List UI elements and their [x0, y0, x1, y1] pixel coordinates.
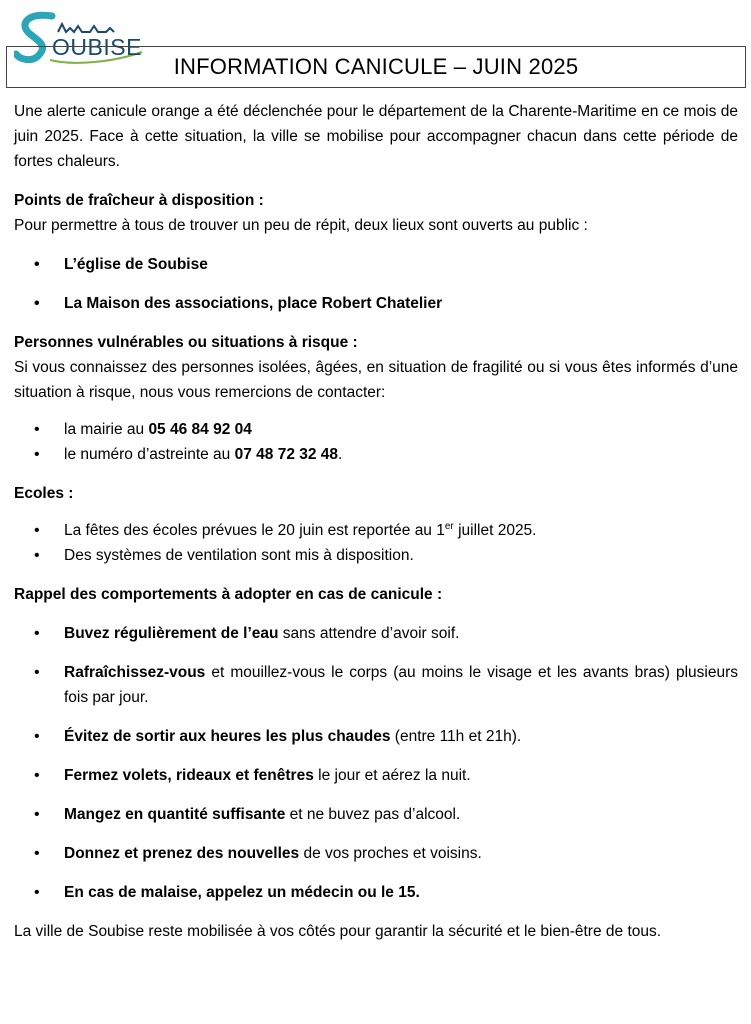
rappel-list [14, 621, 738, 905]
advice-bold: Donnez et prenez des nouvelles [64, 845, 300, 862]
page-title: INFORMATION CANICULE – JUIN 2025 [173, 54, 579, 79]
ecoles-heading: Ecoles : [14, 485, 74, 502]
vulnerables-text: Si vous connaissez des personnes isolées, âgées, en situation de fragilité ou si vous êtes informés d’une situation à risque, nous vous remercions de contacter: [14, 359, 738, 401]
list-item [14, 660, 738, 710]
advice-rest: de vos proches et voisins. [299, 845, 482, 862]
list-item [14, 518, 738, 543]
list-item [14, 442, 738, 467]
list-item [14, 724, 738, 749]
advice-rest: (entre 11h et 21h). [390, 728, 522, 745]
advice-bold: Fermez volets, rideaux et fenêtres [64, 767, 314, 784]
title-box [6, 46, 746, 88]
list-item [14, 763, 738, 788]
intro-paragraph: Une alerte canicule orange a été déclenchée pour le département de la Charente-Maritime en ce mois de juin 2025. Face à cette situation, la ville se mobilise pour accompagner chacun dans cette période de fortes chaleurs. [14, 103, 738, 170]
closing-paragraph: La ville de Soubise reste mobilisée à vos côtés pour garantir la sécurité et le bien-être de tous. [14, 923, 662, 940]
astreinte-phone: 07 48 72 32 48 [234, 446, 339, 463]
advice-bold: En cas de malaise, appelez un médecin ou le 15. [64, 884, 420, 901]
list-item: • Des systèmes de ventilation sont mis à disposition. [14, 543, 738, 568]
list-item: • La Maison des associations, place Robert Chatelier [14, 291, 738, 316]
advice-rest: le jour et aérez la nuit. [313, 767, 471, 784]
logo-wordmark: OUBISE [52, 34, 142, 60]
fraicheur-list [14, 252, 738, 316]
fraicheur-text: Pour permettre à tous de trouver un peu de répit, deux lieux sont ouverts au public : [14, 217, 588, 234]
contact-label: le numéro d’astreinte au [64, 446, 235, 463]
advice-rest: et ne buvez pas d’alcool. [285, 806, 461, 823]
mairie-phone: 05 46 84 92 04 [148, 421, 252, 438]
ecoles-list [14, 518, 738, 568]
ecoles-text: juillet 2025. [453, 522, 537, 539]
advice-rest: et mouillez-vous le corps (au moins le visage et les avants bras) plusieurs fois par jour. [64, 664, 738, 706]
advice-bold: Mangez en quantité suffisante [64, 806, 286, 823]
list-item [14, 621, 738, 646]
list-item [14, 417, 738, 442]
document-body [14, 99, 738, 944]
contact-label: la mairie au [64, 421, 149, 438]
rappel-heading: Rappel des comportements à adopter en cas de canicule : [14, 586, 443, 603]
fraicheur-heading: Points de fraîcheur à disposition : [14, 192, 264, 209]
advice-bold: Rafraîchissez-vous [64, 664, 206, 681]
list-item [14, 802, 738, 827]
vulnerables-heading: Personnes vulnérables ou situations à risque : [14, 334, 358, 351]
advice-bold: Buvez régulièrement de l’eau [64, 625, 279, 642]
punctuation: . [338, 446, 343, 463]
advice-bold: Évitez de sortir aux heures les plus chaudes [64, 728, 391, 745]
contacts-list [14, 417, 738, 467]
list-item [14, 880, 738, 905]
list-item: • L’église de Soubise [14, 252, 738, 277]
advice-rest: sans attendre d’avoir soif. [278, 625, 460, 642]
superscript: er [444, 520, 454, 532]
list-item [14, 841, 738, 866]
ecoles-text: La fêtes des écoles prévues le 20 juin est reportée au 1 [64, 522, 445, 539]
